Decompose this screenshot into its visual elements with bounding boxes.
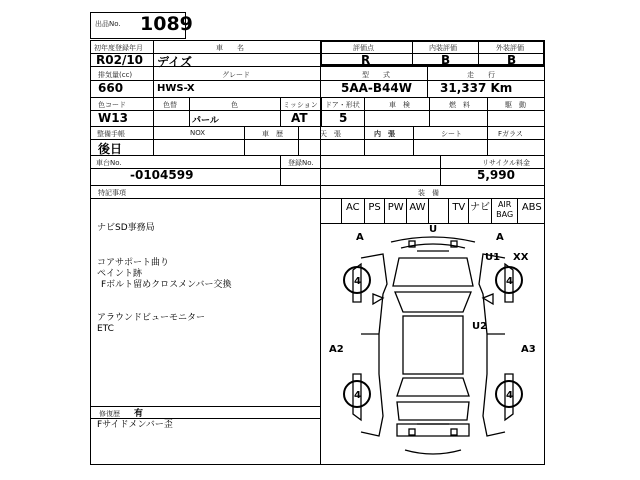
damage-xx: XX bbox=[513, 252, 529, 263]
reg-year-label: 初年度登録年月 bbox=[94, 44, 143, 52]
tire-front-right: 4 bbox=[506, 276, 513, 287]
doors-label: ドア・形状 bbox=[325, 101, 360, 109]
remark-line-1: ナビSD事務局 bbox=[97, 223, 155, 233]
equip-pw: PW bbox=[384, 198, 406, 224]
color-value: パール bbox=[192, 116, 219, 126]
recycle-label: リサイクル料金 bbox=[482, 159, 531, 167]
equipment-label: 装 備 bbox=[418, 189, 439, 197]
history-label: 車 歴 bbox=[262, 130, 283, 138]
grade-value: HWS-X bbox=[157, 83, 195, 94]
equip-tv: TV bbox=[448, 198, 468, 224]
maintenance-value: 後日 bbox=[98, 142, 123, 156]
equip-aw: AW bbox=[406, 198, 428, 224]
fuel-label: 燃 料 bbox=[449, 101, 470, 109]
repair-label: 修復歴 bbox=[99, 410, 120, 418]
seat-label: シート bbox=[441, 130, 462, 138]
maintenance-label: 整備手帳 bbox=[97, 130, 125, 138]
doors-value: 5 bbox=[339, 111, 348, 125]
repair-note: Fサイドメンバー歪 bbox=[97, 420, 173, 430]
equip-ps: PS bbox=[364, 198, 385, 224]
lot-number: 1089 bbox=[140, 13, 193, 35]
mileage-label: 走 行 bbox=[467, 71, 495, 79]
model-name-value: デイズ bbox=[157, 55, 193, 69]
damage-u2: U2 bbox=[472, 321, 488, 332]
drive-label: 駆 動 bbox=[505, 101, 526, 109]
model-code-value: 5AA-B44W bbox=[341, 81, 412, 95]
repair-value: 有 bbox=[134, 409, 144, 419]
mileage-value: 31,337 Km bbox=[440, 81, 513, 95]
equipment-grid bbox=[341, 198, 545, 224]
exterior-label: 外装評価 bbox=[496, 44, 524, 52]
color-code-value: W13 bbox=[98, 111, 128, 125]
damage-a2: A2 bbox=[329, 344, 344, 355]
color-type-label: 色替 bbox=[163, 101, 177, 109]
remark-line-2: コアサポート曲り bbox=[97, 258, 170, 268]
model-code-label: 型 式 bbox=[362, 71, 390, 79]
recycle-value: 5,990 bbox=[477, 168, 515, 182]
nox-label: NOX bbox=[190, 129, 206, 137]
score-value: R bbox=[361, 53, 371, 67]
equip-ac: AC bbox=[341, 198, 364, 224]
damage-u-top: U bbox=[429, 224, 438, 235]
model-name-label: 車 名 bbox=[216, 44, 244, 52]
interior-value: B bbox=[441, 53, 451, 67]
remark-line-3: ペイント跡 bbox=[97, 269, 143, 279]
displacement-value: 660 bbox=[98, 81, 124, 95]
remark-line-4: Fボルト留めクロスメンバー交換 bbox=[101, 280, 232, 290]
sunroof-label: 天 張 bbox=[320, 130, 341, 138]
color-label: 色 bbox=[231, 101, 238, 109]
equip-blank bbox=[428, 198, 449, 224]
exterior-value: B bbox=[507, 53, 517, 67]
remarks-label: 特記事項 bbox=[98, 189, 126, 197]
equip-navi: ナビ bbox=[468, 198, 491, 224]
equip-abs: ABS bbox=[517, 198, 545, 224]
score-label: 評価点 bbox=[353, 44, 374, 52]
damage-a3: A3 bbox=[521, 344, 536, 355]
chassis-value: -0104599 bbox=[130, 168, 194, 182]
registration-label: 登録No. bbox=[288, 159, 314, 167]
tire-rear-right: 4 bbox=[506, 390, 513, 401]
inspection-label: 車 検 bbox=[389, 101, 410, 109]
damage-a-top-right: A bbox=[496, 232, 504, 243]
transmission-value: AT bbox=[291, 111, 308, 125]
car-diagram bbox=[321, 224, 545, 464]
remark-line-5: アラウンドビューモニター bbox=[97, 313, 206, 323]
glass-label: Fガラス bbox=[498, 130, 523, 138]
color-code-label: 色コード bbox=[98, 101, 126, 109]
tire-rear-left: 4 bbox=[354, 390, 361, 401]
reg-year-value: R02/10 bbox=[96, 53, 144, 67]
transmission-label: ミッション bbox=[283, 101, 318, 109]
lot-label: 出品No. bbox=[95, 20, 121, 28]
interior-label: 内装評価 bbox=[429, 44, 457, 52]
damage-a-top-left: A bbox=[356, 232, 364, 243]
interior-trim-label: 内 張 bbox=[374, 130, 395, 138]
tire-front-left: 4 bbox=[354, 276, 361, 287]
equip-airbag: AIR BAG bbox=[491, 198, 518, 224]
chassis-label: 車台No. bbox=[96, 159, 122, 167]
displacement-label: 排気量(cc) bbox=[98, 71, 133, 79]
grade-label: グレード bbox=[222, 71, 250, 79]
damage-u1: U1 bbox=[485, 252, 501, 263]
remark-line-6: ETC bbox=[97, 324, 114, 334]
